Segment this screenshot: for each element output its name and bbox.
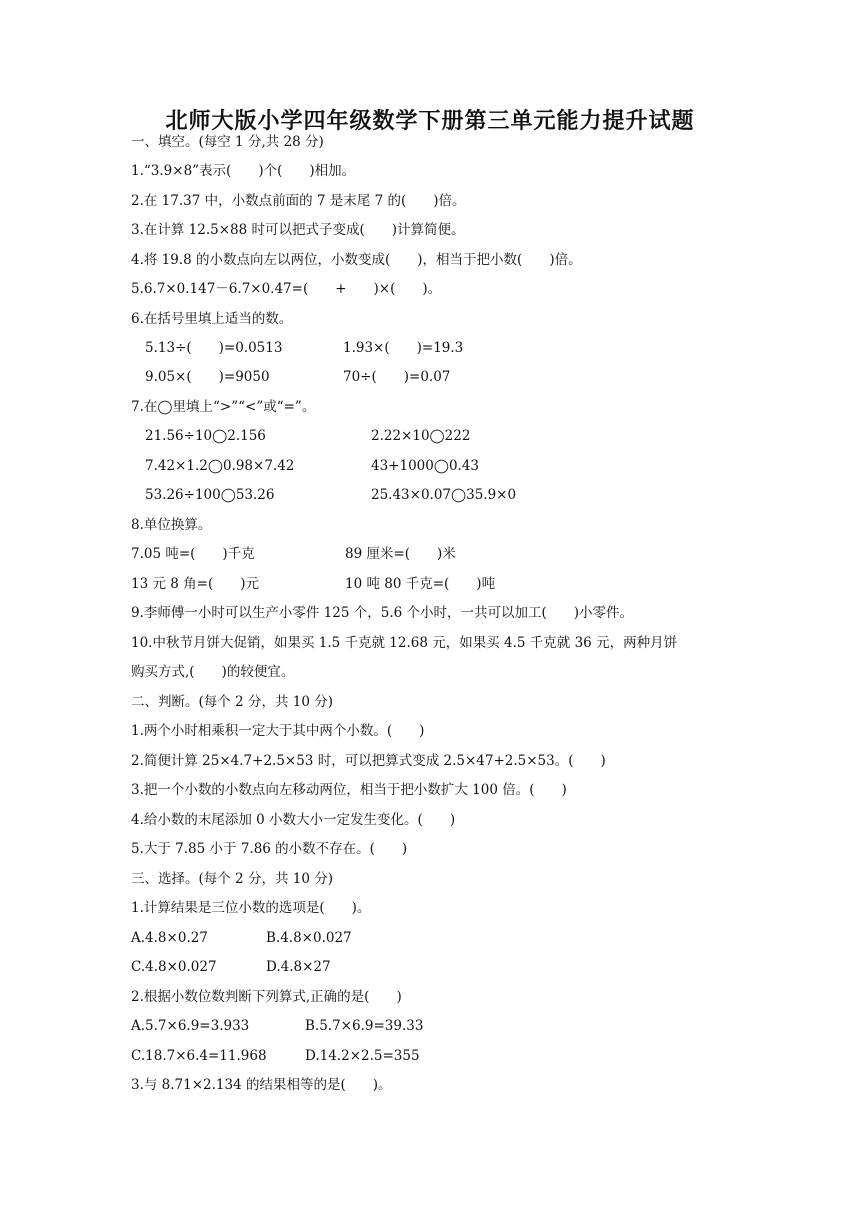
question-3-2c: C.18.7×6.4=11.968 <box>131 1048 267 1064</box>
question-1-7b: 2.22×10◯222 <box>371 428 471 444</box>
question-1-6c: 9.05×( )=9050 <box>145 369 270 385</box>
question-1-7c: 7.42×1.2◯0.98×7.42 <box>145 458 295 474</box>
question-1-10-line1: 10.中秋节月饼大促销，如果买 1.5 千克就 12.68 元，如果买 4.5 千克就 36 元，两种月饼 <box>131 635 678 651</box>
question-1-7: 7.在◯里填上“>”“<”或“=”。 <box>131 399 316 415</box>
question-1-6d: 70÷( )=0.07 <box>343 369 451 385</box>
question-3-2a: A.5.7×6.9=3.933 <box>131 1018 250 1034</box>
page-title: 北师大版小学四年级数学下册第三单元能力提升试题 <box>165 108 695 134</box>
question-1-2: 2.在 17.37 中，小数点前面的 7 是末尾 7 的( )倍。 <box>131 193 466 209</box>
question-3-3: 3.与 8.71×2.134 的结果相等的是( )。 <box>131 1077 392 1093</box>
section-3-heading: 三、选择。(每个 2 分，共 10 分) <box>131 871 333 887</box>
question-1-8: 8.单位换算。 <box>131 517 212 533</box>
question-3-1d: D.4.8×27 <box>266 959 331 975</box>
question-1-10-line2: 购买方式,( )的较便宜。 <box>131 664 295 680</box>
question-1-1: 1.“3.9×8”表示( )个( )相加。 <box>131 163 356 179</box>
question-2-4: 4.给小数的末尾添加 0 小数大小一定发生变化。( ) <box>131 812 456 828</box>
question-3-1a: A.4.8×0.27 <box>131 930 208 946</box>
question-3-2d: D.14.2×2.5=355 <box>305 1048 420 1064</box>
question-3-2: 2.根据小数位数判断下列算式,正确的是( ) <box>131 989 402 1005</box>
question-2-3: 3.把一个小数的小数点向左移动两位，相当于把小数扩大 100 倍。( ) <box>131 782 567 798</box>
question-1-7f: 25.43×0.07◯35.9×0 <box>371 487 517 503</box>
question-1-8c: 13 元 8 角=( )元 <box>131 576 259 592</box>
question-1-8d: 10 吨 80 千克=( )吨 <box>345 576 496 592</box>
question-1-6a: 5.13÷( )=0.0513 <box>145 340 283 356</box>
question-1-7a: 21.56÷10◯2.156 <box>145 428 266 444</box>
question-2-2: 2.简便计算 25×4.7+2.5×53 时，可以把算式变成 2.5×47+2.5×53。( ) <box>131 753 606 769</box>
question-3-1: 1.计算结果是三位小数的选项是( )。 <box>131 900 371 916</box>
question-1-8b: 89 厘米=( )米 <box>345 546 456 562</box>
question-1-9: 9.李师傅一小时可以生产小零件 125 个，5.6 个小时，一共可以加工( )小零件。 <box>131 605 634 621</box>
question-1-7e: 53.26÷100◯53.26 <box>145 487 275 503</box>
question-1-6b: 1.93×( )=19.3 <box>343 340 464 356</box>
question-3-2b: B.5.7×6.9=39.33 <box>305 1018 424 1034</box>
section-1-heading: 一、填空。(每空 1 分,共 28 分) <box>131 134 324 150</box>
question-1-6: 6.在括号里填上适当的数。 <box>131 311 293 327</box>
question-3-1b: B.4.8×0.027 <box>266 930 352 946</box>
section-2-heading: 二、判断。(每个 2 分，共 10 分) <box>131 694 333 710</box>
question-1-5: 5.6.7×0.147－6.7×0.47=( + )×( )。 <box>131 281 442 297</box>
question-1-8a: 7.05 吨=( )千克 <box>131 546 255 562</box>
question-1-4: 4.将 19.8 的小数点向左以两位，小数变成( )，相当于把小数( )倍。 <box>131 252 582 268</box>
question-3-1c: C.4.8×0.027 <box>131 959 217 975</box>
question-1-7d: 43+1000◯0.43 <box>371 458 480 474</box>
question-2-1: 1.两个小时相乘积一定大于其中两个小数。( ) <box>131 723 425 739</box>
question-1-3: 3.在计算 12.5×88 时可以把式子变成( )计算简便。 <box>131 222 465 238</box>
question-2-5: 5.大于 7.85 小于 7.86 的小数不存在。( ) <box>131 841 408 857</box>
